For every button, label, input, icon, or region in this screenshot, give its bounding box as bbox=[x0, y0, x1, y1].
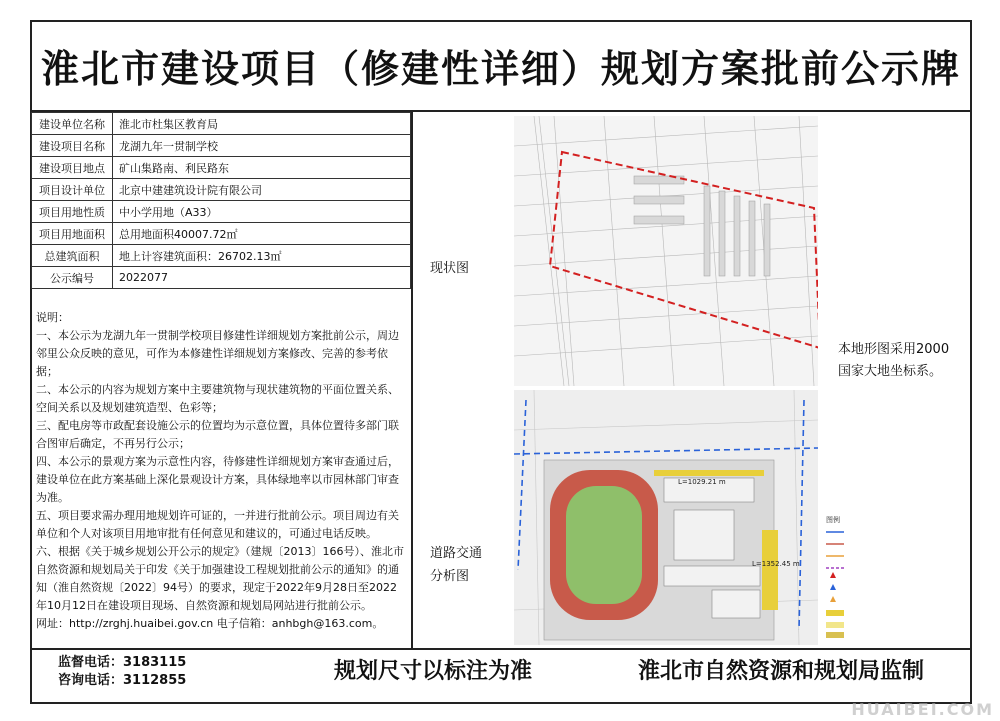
note-item: 五、项目要求需办理用地规划许可证的，一并进行批前公示。项目周边有关单位和个人对该项目用地审批有任何意见和建议的，可通过电话反映。 bbox=[36, 509, 399, 540]
info-label: 建设项目地点 bbox=[32, 157, 113, 179]
dimension-label: L=1029.21 m bbox=[678, 478, 726, 486]
sports-field bbox=[566, 486, 642, 604]
info-row bbox=[32, 179, 411, 201]
info-row bbox=[32, 245, 411, 267]
info-label: 项目用地面积 bbox=[32, 223, 113, 245]
info-row bbox=[32, 223, 411, 245]
info-label: 公示编号 bbox=[32, 267, 113, 289]
status-map-drawing bbox=[514, 116, 818, 386]
traffic-map-label: 分析图 bbox=[430, 569, 470, 584]
inquiry-phone: 咨询电话：3112855 bbox=[58, 673, 187, 688]
traffic-map-label: 道路交通 bbox=[430, 546, 483, 561]
info-label: 项目设计单位 bbox=[32, 179, 113, 201]
info-value: 2022077 bbox=[113, 267, 411, 289]
note-item: 网址：http://zrghj.huaibei.gov.cn 电子信箱：anhbgh@163.com。 bbox=[36, 617, 384, 630]
column-divider bbox=[411, 112, 413, 648]
note-item: 一、本公示为龙湖九年一贯制学校项目修建性详细规划方案批前公示，周边邻里公众反映的意见，可作为本修建性详细规划方案修改、完善的参考依据； bbox=[36, 329, 399, 378]
info-row bbox=[32, 135, 411, 157]
supervision-phone: 监督电话：3183115 bbox=[58, 655, 187, 670]
contact-block bbox=[58, 654, 186, 690]
info-row bbox=[32, 113, 411, 135]
info-row bbox=[32, 201, 411, 223]
info-label: 项目用地性质 bbox=[32, 201, 113, 223]
info-label: 建设项目名称 bbox=[32, 135, 113, 157]
info-value: 矿山集路南、利民路东 bbox=[113, 157, 411, 179]
coordinate-note: 本地形图采用2000 bbox=[838, 342, 950, 357]
note-item: 二、本公示的内容为规划方案中主要建筑物与现状建筑物的平面位置关系、空间关系以及规划建筑造型、色彩等； bbox=[36, 383, 399, 414]
status-map-label: 现状图 bbox=[430, 261, 470, 276]
note-item: 四、本公示的景观方案为示意性内容，待修建性详细规划方案审查通过后，建设单位在此方案基础上深化景观设计方案，具体绿地率以市园林部门审查为准。 bbox=[36, 455, 399, 504]
notes-heading: 说明： bbox=[36, 311, 69, 324]
route-highlight bbox=[762, 530, 778, 610]
map-legend bbox=[824, 514, 914, 642]
status-map bbox=[514, 116, 818, 386]
dimension-label: L=1352.45 m bbox=[752, 560, 800, 568]
route-highlight bbox=[654, 470, 764, 476]
note-item: 六、根据《关于城乡规划公开公示的规定》（建规〔2013〕166号）、淮北市自然资源和规划局关于印发《关于加强建设工程规划批前公示的通知》的通知（淮自然资规〔2022〕94号）的要求，现定于2022年9月28日至2022年10月12日在建设项目现场、自然资源和规划局网站进行批前公示。 bbox=[36, 545, 404, 612]
info-value: 地上计容建筑面积：26702.13㎡ bbox=[113, 245, 411, 267]
project-info-table bbox=[31, 112, 411, 289]
info-value: 中小学用地（A33） bbox=[113, 201, 411, 223]
info-label: 建设单位名称 bbox=[32, 113, 113, 135]
board-title: 淮北市建设项目（修建性详细）规划方案批前公示牌 bbox=[30, 20, 972, 112]
coordinate-note: 国家大地坐标系。 bbox=[838, 364, 943, 379]
info-label: 总建筑面积 bbox=[32, 245, 113, 267]
info-row bbox=[32, 267, 411, 289]
legend-item bbox=[826, 532, 844, 638]
info-value: 淮北市杜集区教育局 bbox=[113, 113, 411, 135]
info-value: 总用地面积40007.72㎡ bbox=[113, 223, 411, 245]
info-row bbox=[32, 157, 411, 179]
traffic-map-drawing bbox=[514, 390, 818, 645]
info-value: 龙湖九年一贯制学校 bbox=[113, 135, 411, 157]
dimension-note: 规划尺寸以标注为准 bbox=[334, 659, 533, 684]
notes-section bbox=[36, 309, 406, 633]
traffic-map bbox=[514, 390, 818, 645]
site-watermark: HUAIBEI.COM bbox=[851, 700, 994, 719]
supervisor-credit: 淮北市自然资源和规划局监制 bbox=[638, 659, 925, 684]
note-item: 三、配电房等市政配套设施公示的位置均为示意位置，具体位置待多部门联合图审后确定，不再另行公示； bbox=[36, 419, 399, 450]
legend-title: 图例 bbox=[826, 516, 840, 524]
bottom-divider bbox=[30, 648, 972, 650]
info-value: 北京中建建筑设计院有限公司 bbox=[113, 179, 411, 201]
